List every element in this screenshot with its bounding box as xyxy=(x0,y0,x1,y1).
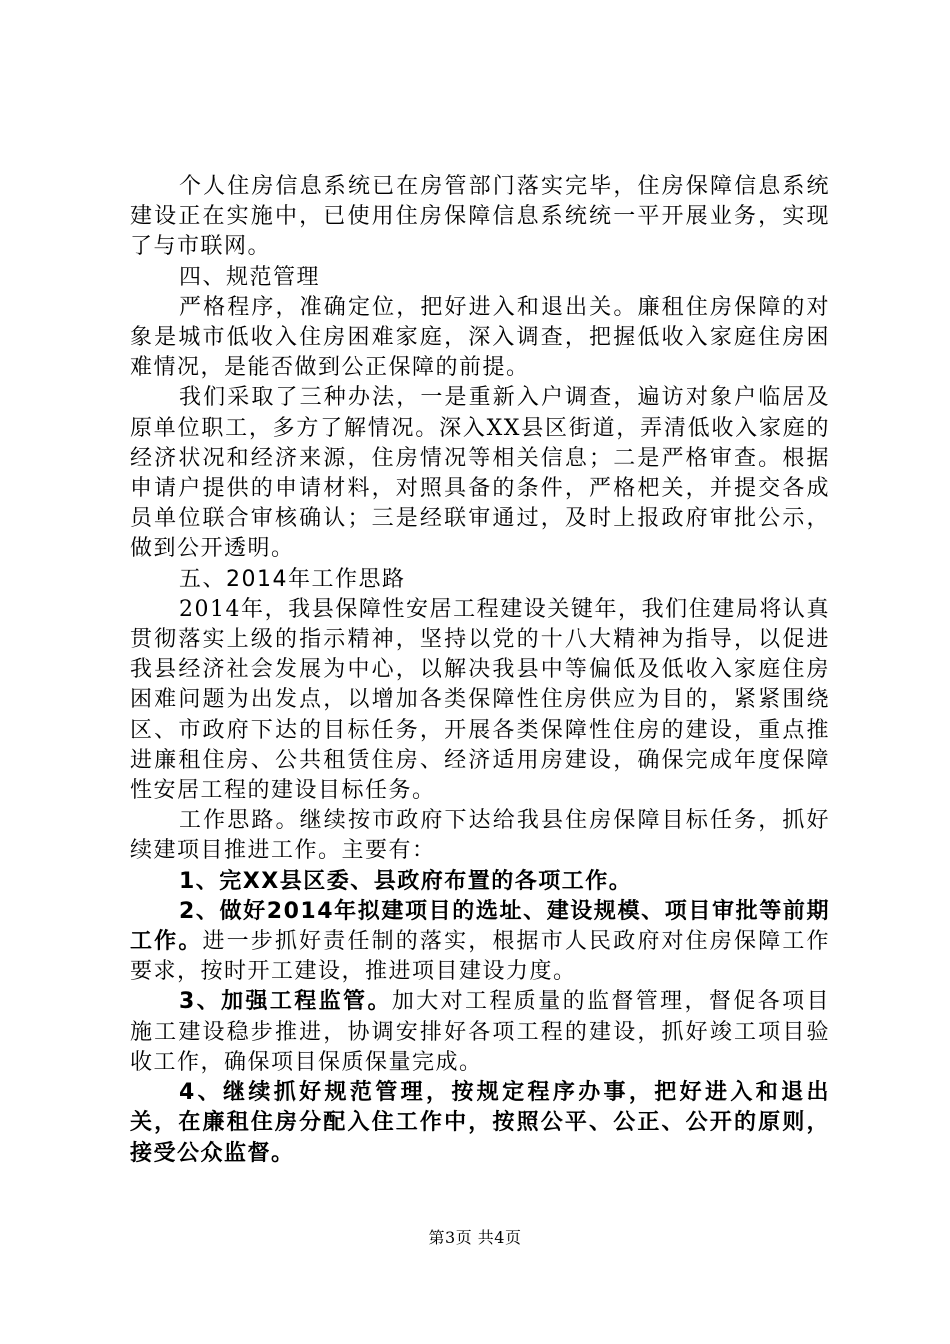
list-item-2-body: 进一步抓好责任制的落实，根据市人民政府对住房保障工作要求，按时开工建设，推进项目建设力度。 xyxy=(130,929,830,985)
paragraph-info-system: 个人住房信息系统已在房管部门落实完毕，住房保障信息系统建设正在实施中，已使用住房保障信息系统统一平开展业务，实现了与市联网。 xyxy=(130,174,830,260)
paragraph-2014-overview: 2014年，我县保障性安居工程建设关键年，我们住建局将认真贯彻落实上级的指示精神，坚持以党的十八大精神为指导，以促进我县经济社会发展为中心，以解决我县中等偏低及低收入家庭住房困难问题为出发点，以增加各类保障性住房供应为目的，紧紧围绕区、市政府下达的目标任务，开展各类保障性住房的建设，重点推进廉租住房、公共租赁住房、经济适用房建设，确保完成年度保障性安居工程的建设目标任务。 xyxy=(130,596,830,804)
page-number-footer: 第3页 共4页 xyxy=(428,1228,522,1247)
document-body xyxy=(130,172,830,1169)
list-item-3 xyxy=(130,987,830,1078)
list-item-3-lead: 3、加强工程监管。 xyxy=(179,989,392,1015)
list-item-3-body: 加大对工程质量的监督管理，督促各项目施工建设稳步推进，协调安排好各项工程的建设，抓好竣工项目验收工作，确保项目保质保量完成。 xyxy=(130,989,830,1075)
paragraph-three-methods: 我们采取了三种办法，一是重新入户调查，遍访对象户临居及原单位职工，多方了解情况。深入XX县区街道，弄清低收入家庭的经济状况和经济来源，住房情况等相关信息；二是严格审查。根据申请户提供的申请材料，对照具备的条件，严格杷关，并提交各成员单位联合审核确认；三是经联审通过，及时上报政府审批公示，做到公开透明。 xyxy=(130,385,830,562)
paragraph-strict-procedure: 严格程序，准确定位，把好进入和退出关。廉租住房保障的对象是城市低收入住房困难家庭，深入调查，把握低收入家庭住房困难情况，是能否做到公正保障的前提。 xyxy=(130,294,830,381)
list-item-4: 4、继续抓好规范管理，按规定程序办事，把好进入和退出关，在廉租住房分配入住工作中，按照公平、公正、公开的原则，接受公众监督。 xyxy=(130,1080,830,1166)
list-item-2-lead: 2、做好2014年拟建项目的选址、建设规模、项目审批等前期工作。 xyxy=(130,898,830,955)
list-item-2 xyxy=(130,897,830,988)
list-item-1: 1、完XX县区委、县政府布置的各项工作。 xyxy=(179,868,633,894)
section-heading-standard-management: 四、规范管理 xyxy=(179,264,321,290)
section-heading-2014-work-plan: 五、2014年工作思路 xyxy=(179,566,406,592)
paragraph-work-approach: 工作思路。继续按市政府下达给我县住房保障目标任务，抓好续建项目推进工作。主要有： xyxy=(130,808,830,864)
